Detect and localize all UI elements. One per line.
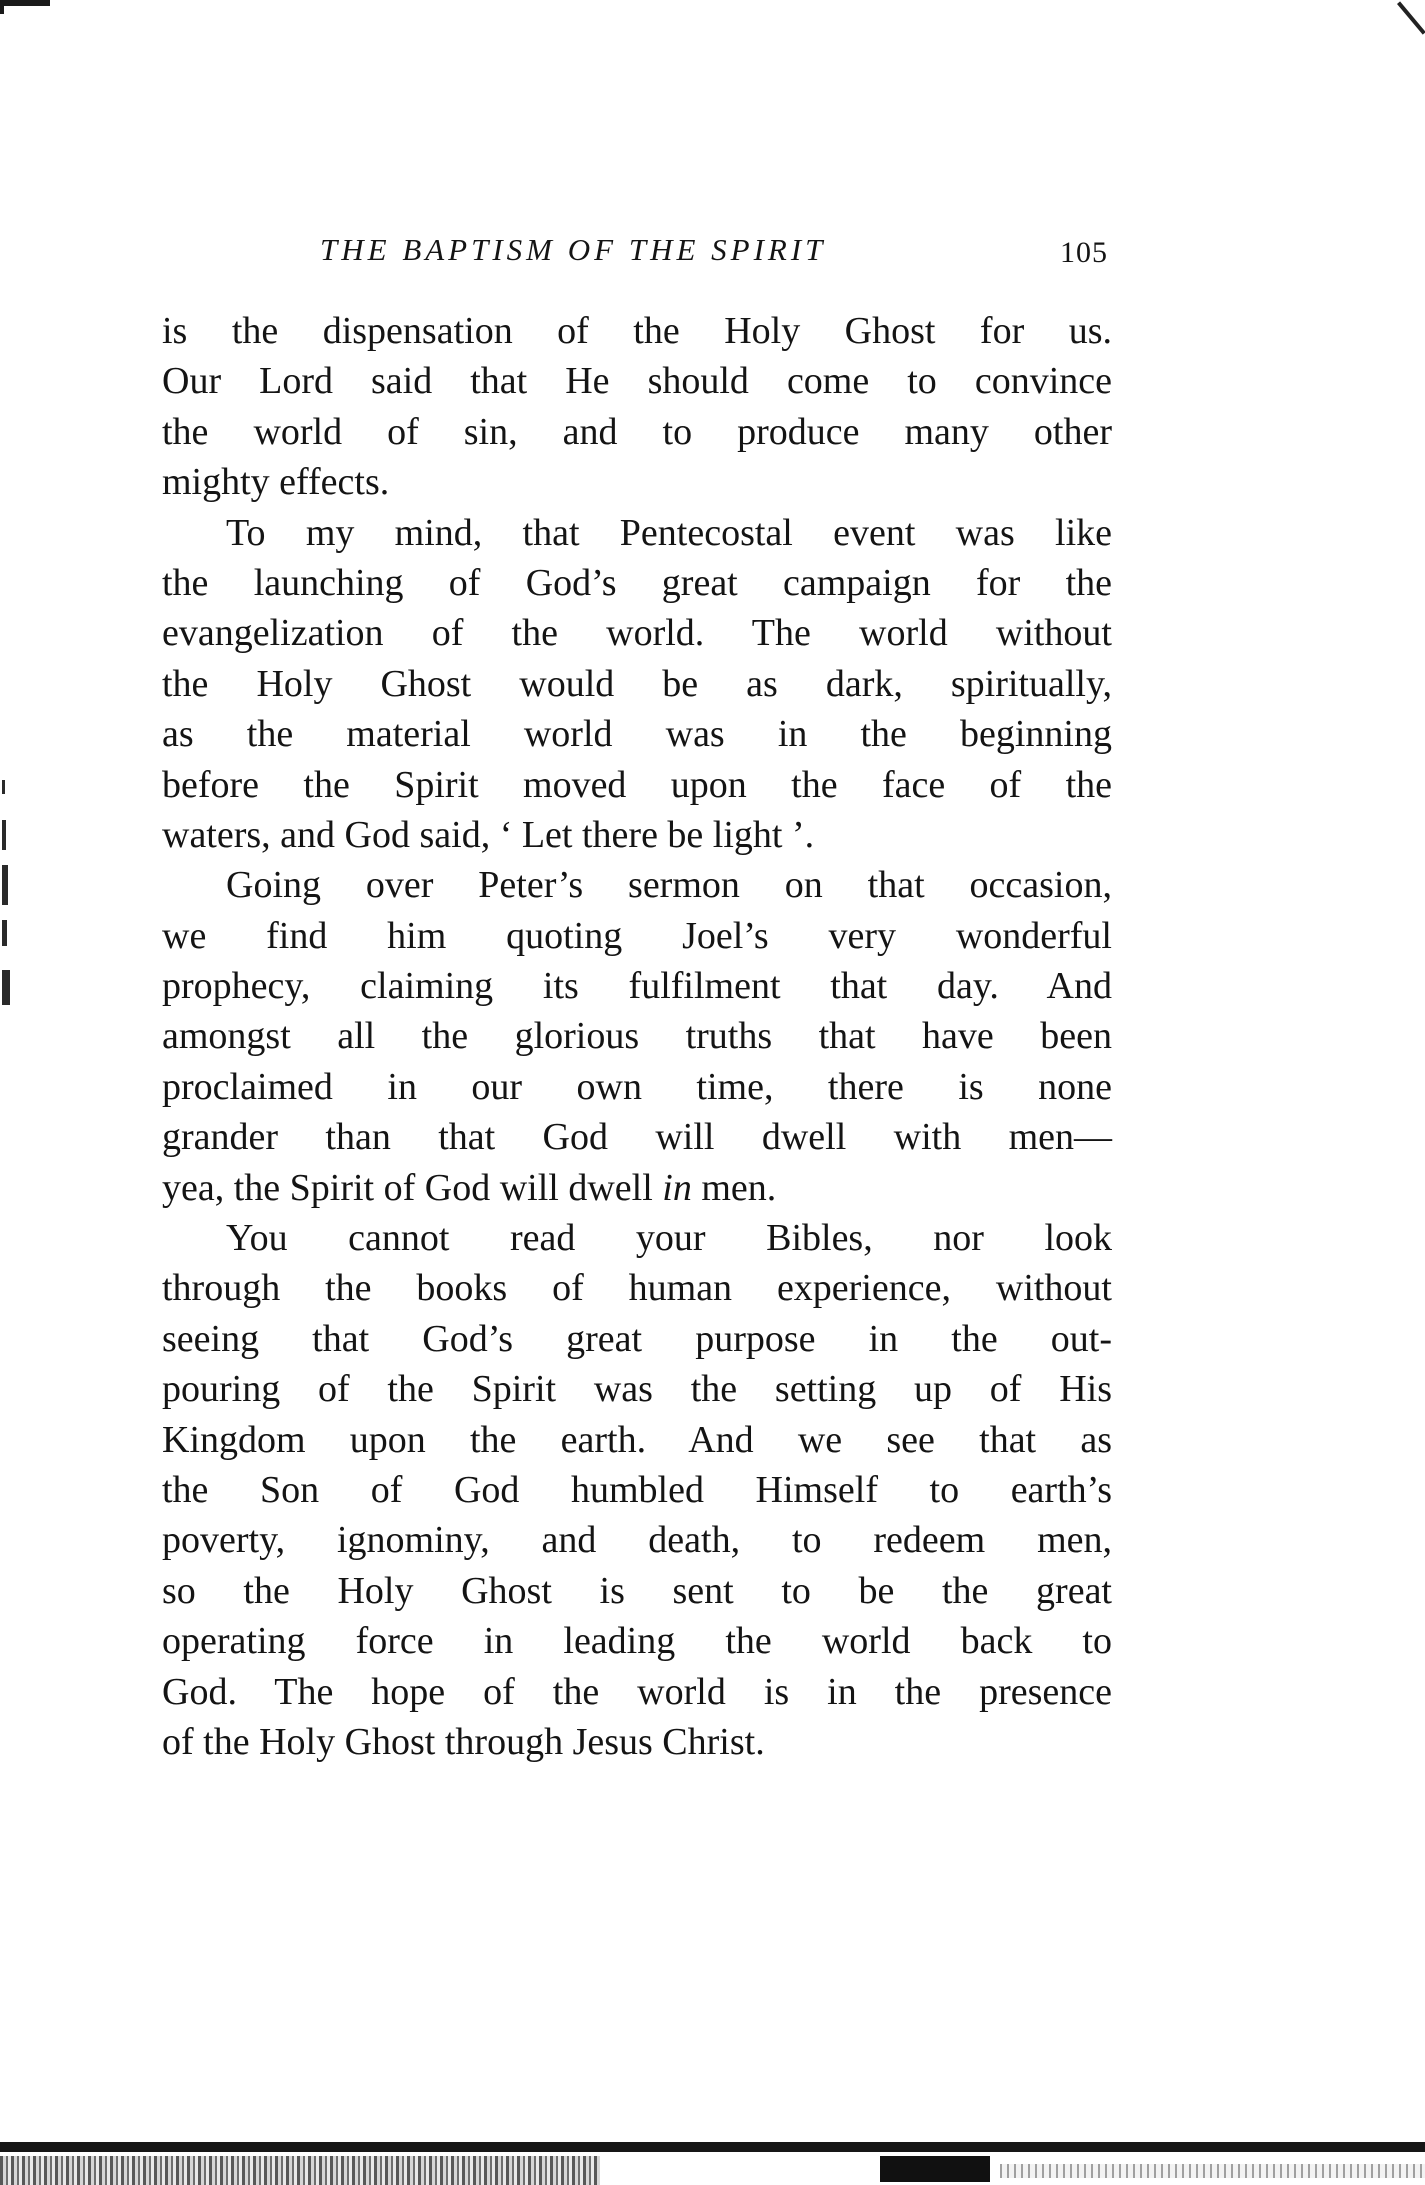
text-line: the Son of God humbled Himself to earth’s: [162, 1468, 1112, 1511]
page-number: 105: [1060, 236, 1108, 269]
text-line: proclaimed in our own time, there is none: [162, 1065, 1112, 1108]
text-line: of the Holy Ghost through Jesus Christ.: [162, 1720, 765, 1763]
text-line: the Holy Ghost would be as dark, spiritually,: [162, 662, 1112, 705]
running-title: THE BAPTISM OF THE SPIRIT: [320, 232, 827, 267]
text-line: through the books of human experience, without: [162, 1267, 1112, 1310]
text-line: so the Holy Ghost is sent to be the great: [162, 1569, 1112, 1612]
text-line: Our Lord said that He should come to convince: [162, 360, 1112, 403]
text-line: we find him quoting Joel’s very wonderful: [162, 914, 1112, 957]
scan-bottom-edge: [0, 2142, 1425, 2185]
text-line: the launching of God’s great campaign for the: [162, 561, 1112, 604]
text-line: before the Spirit moved upon the face of the: [162, 763, 1112, 806]
text-line: amongst all the glorious truths that have been: [162, 1015, 1112, 1058]
text-line: God. The hope of the world is in the presence: [162, 1670, 1112, 1713]
text-segment: yea, the Spirit of God will dwell: [162, 1166, 653, 1209]
text-line: prophecy, claiming its fulfilment that day. And: [162, 965, 1112, 1008]
text-line: waters, and God said, ‘ Let there be light ’.: [162, 813, 815, 856]
text-line: operating force in leading the world back to: [162, 1620, 1112, 1663]
scan-edge-mark: [1397, 1, 1425, 34]
paragraph-start-line: You cannot read your Bibles, nor look: [226, 1217, 1112, 1260]
text-line: the world of sin, and to produce many other: [162, 410, 1112, 453]
text-line: is the dispensation of the Holy Ghost for us.: [162, 310, 1112, 352]
emphasis-word: in: [662, 1166, 692, 1209]
scan-gutter-specks: [2, 780, 12, 1010]
text-line: poverty, ignominy, and death, to redeem men,: [162, 1519, 1112, 1562]
text-line: seeing that God’s great purpose in the out-: [162, 1317, 1112, 1360]
text-line: evangelization of the world. The world without: [162, 612, 1112, 655]
text-line-with-emphasis: [162, 1163, 1112, 1213]
scan-edge-mark: [0, 0, 50, 6]
text-line: as the material world was in the beginning: [162, 713, 1112, 756]
text-line: pouring of the Spirit was the setting up of His: [162, 1368, 1112, 1411]
text-line: Kingdom upon the earth. And we see that as: [162, 1418, 1112, 1461]
paragraph-start-line: Going over Peter’s sermon on that occasion,: [226, 864, 1112, 907]
body-text: [162, 306, 1112, 1767]
text-line: grander than that God will dwell with men—: [162, 1116, 1112, 1159]
text-segment: men.: [701, 1166, 777, 1209]
text-line: mighty effects.: [162, 461, 390, 504]
paragraph-start-line: To my mind, that Pentecostal event was like: [226, 511, 1112, 554]
scan-edge-mark: [0, 0, 4, 14]
